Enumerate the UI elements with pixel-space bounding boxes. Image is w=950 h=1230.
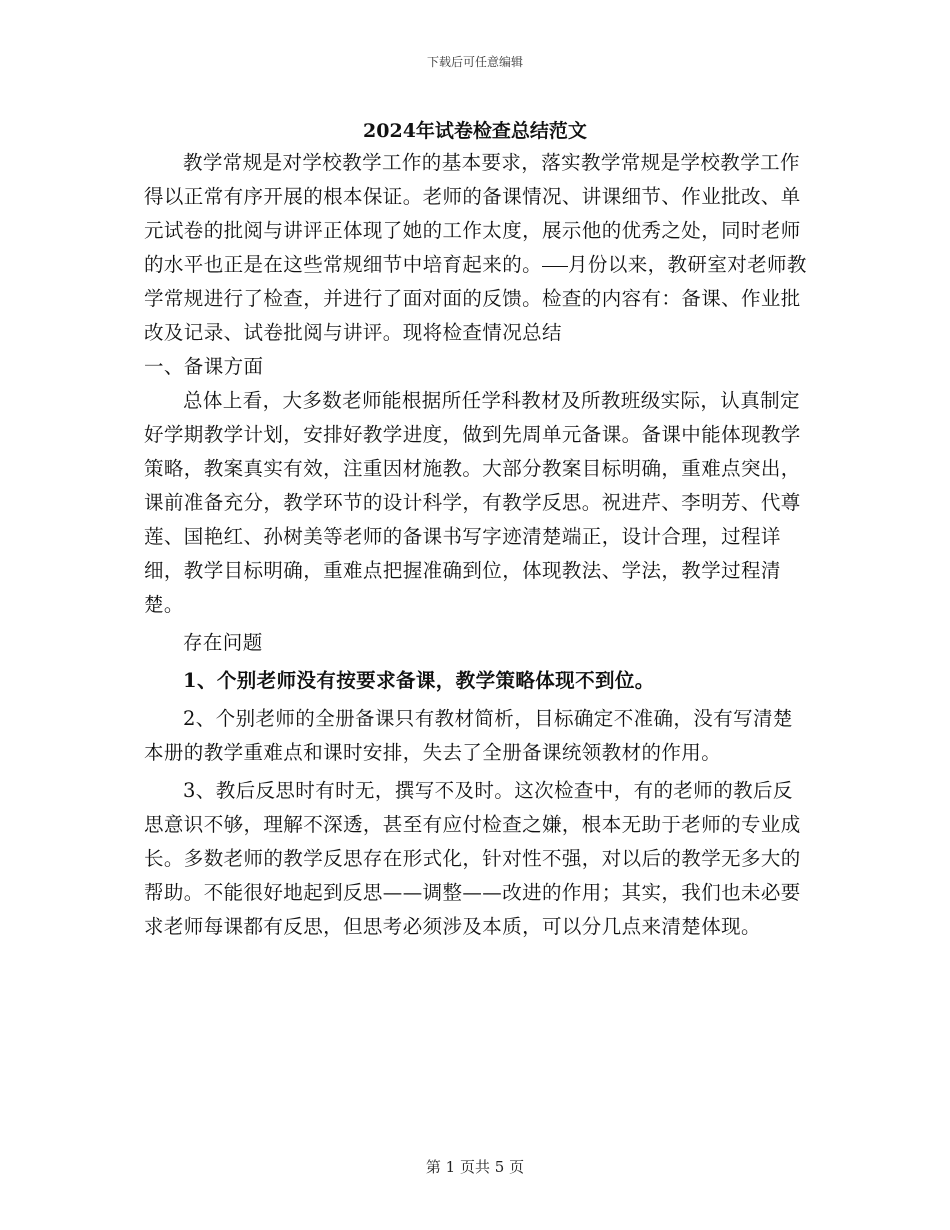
section-heading-prep: 一、备课方面: [144, 355, 264, 378]
intro-text-b: 月份以来，教研室对老师教学常规进行了检查，并进行了面对面的反馈。检查的内容有：备课、作业批改及记录、试卷批阅与讲评。现将检查情况总结: [144, 253, 807, 344]
overview-paragraph: 总体上看，大多数老师能根据所任学科教材及所教班级实际，认真制定好学期教学计划，安排好教学进度，做到先周单元备课。备课中能体现教学策略，教案真实有效，注重因材施教。大部分教案目标明确，重难点突出，课前准备充分，教学环节的设计科学，有教学反思。祝进芹、李明芳、代尊莲、国艳红、孙树美等老师的备课书写字迹清楚端正，设计合理，过程详细，教学目标明确，重难点把握准确到位，体现教法、学法，教学过程清楚。: [144, 389, 801, 616]
document-title: 2024年试卷检查总结范文: [363, 120, 587, 142]
problem-item-2: 2、个别老师的全册备课只有教材简析，目标确定不准确，没有写清楚本册的教学重难点和课时安排，失去了全册备课统领教材的作用。: [144, 707, 793, 764]
intro-paragraph: [144, 146, 808, 350]
page-header: 下载后可任意编辑: [426, 55, 523, 69]
problem-item-3: 3、教后反思时有时无，撰写不及时。这次检查中，有的老师的教后反思意识不够，理解不深透，甚至有应付检查之嫌，根本无助于老师的专业成长。多数老师的教学反思存在形式化，针对性不强，对以后的教学无多大的帮助。不能很好地起到反思——调整——改进的作用；其实，我们也未必要求老师每课都有反思，但思考必须涉及本质，可以分几点来清楚体现。: [144, 779, 801, 938]
document-body: [144, 146, 808, 944]
problems-heading: 存在问题: [183, 631, 263, 654]
page-number: 第 1 页共 5 页: [425, 1158, 525, 1176]
intro-text-a: 教学常规是对学校教学工作的基本要求，落实教学常规是学校教学工作得以正常有序开展的根本保证。老师的备课情况、讲课细节、作业批改、单元试卷的批阅与讲评正体现了她的工作太度，展示他的优秀之处，同时老师的水平也正是在这些常规细节中培育起来的。: [144, 151, 801, 276]
problem-item-1: 1、个别老师没有按要求备课，教学策略体现不到位。: [183, 669, 655, 692]
blank-line: [542, 265, 568, 267]
